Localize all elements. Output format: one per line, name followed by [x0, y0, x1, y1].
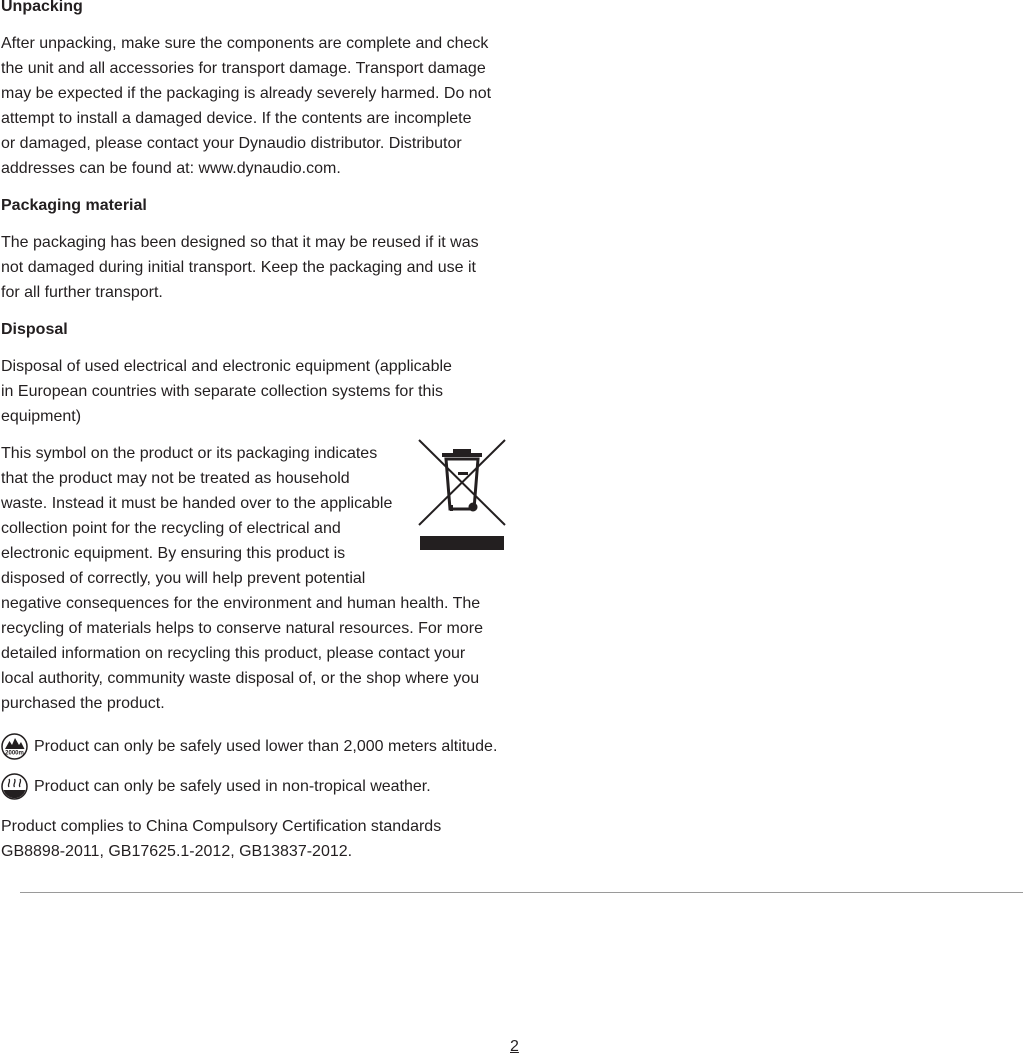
text-line: in European countries with separate collection systems for this — [1, 383, 443, 400]
text-line: negative consequences for the environment and human health. The — [1, 595, 481, 612]
disposal-intro-paragraph — [1, 354, 506, 429]
text-line: electronic equipment. By ensuring this product is — [1, 545, 346, 562]
content-column — [1, 0, 506, 864]
text-line: collection point for the recycling of electrical and — [1, 520, 341, 537]
text-line: equipment) — [1, 408, 82, 425]
text-line: the unit and all accessories for transport damage. Transport damage — [1, 60, 486, 77]
text-line: The packaging has been designed so that it may be reused if it was — [1, 234, 479, 251]
text-line: attempt to install a damaged device. If the contents are incomplete — [1, 110, 472, 127]
footer-divider — [20, 892, 1023, 893]
unpacking-paragraph — [1, 31, 506, 181]
text-line: recycling of materials helps to conserve natural resources. For more — [1, 620, 483, 637]
packaging-heading: Packaging material — [1, 197, 147, 214]
disposal-symbol-paragraph — [1, 441, 506, 716]
altitude-icon-label: 2000m — [5, 750, 24, 756]
text-line: waste. Instead it must be handed over to the applicable — [1, 495, 393, 512]
altitude-notice-text: Product can only be safely used lower than 2,000 meters altitude. — [34, 737, 498, 755]
non-tropical-climate-icon — [1, 773, 28, 800]
text-line: Disposal of used electrical and electronic equipment (applicable — [1, 358, 452, 375]
altitude-2000m-icon — [1, 733, 28, 760]
packaging-paragraph — [1, 230, 506, 305]
text-line: GB8898-2011, GB17625.1-2012, GB13837-2012. — [1, 843, 353, 860]
page-number: 2 — [510, 1038, 519, 1055]
text-line: or damaged, please contact your Dynaudio distributor. Distributor — [1, 135, 462, 152]
text-line: disposed of correctly, you will help prevent potential — [1, 570, 366, 587]
text-line: local authority, community waste disposal of, or the shop where you — [1, 670, 480, 687]
disposal-heading: Disposal — [1, 321, 68, 338]
text-line: may be expected if the packaging is already severely harmed. Do not — [1, 85, 492, 102]
text-line: After unpacking, make sure the components are complete and check — [1, 35, 489, 52]
text-line: that the product may not be treated as household — [1, 470, 350, 487]
climate-notice — [1, 772, 506, 800]
crossed-out-wheelie-bin-icon — [418, 439, 506, 552]
text-line: This symbol on the product or its packaging indicates — [1, 445, 378, 462]
text-line: Product complies to China Compulsory Certification standards — [1, 818, 442, 835]
altitude-notice — [1, 732, 506, 760]
text-line: detailed information on recycling this product, please contact your — [1, 645, 466, 662]
text-line: for all further transport. — [1, 284, 163, 301]
ccc-paragraph — [1, 814, 506, 864]
text-line: not damaged during initial transport. Keep the packaging and use it — [1, 259, 476, 276]
unpacking-heading: Unpacking — [1, 0, 83, 15]
text-line: addresses can be found at: www.dynaudio.com. — [1, 160, 341, 177]
text-line: purchased the product. — [1, 695, 165, 712]
disposal-symbol-text — [1, 441, 406, 591]
climate-notice-text: Product can only be safely used in non-tropical weather. — [34, 777, 431, 795]
